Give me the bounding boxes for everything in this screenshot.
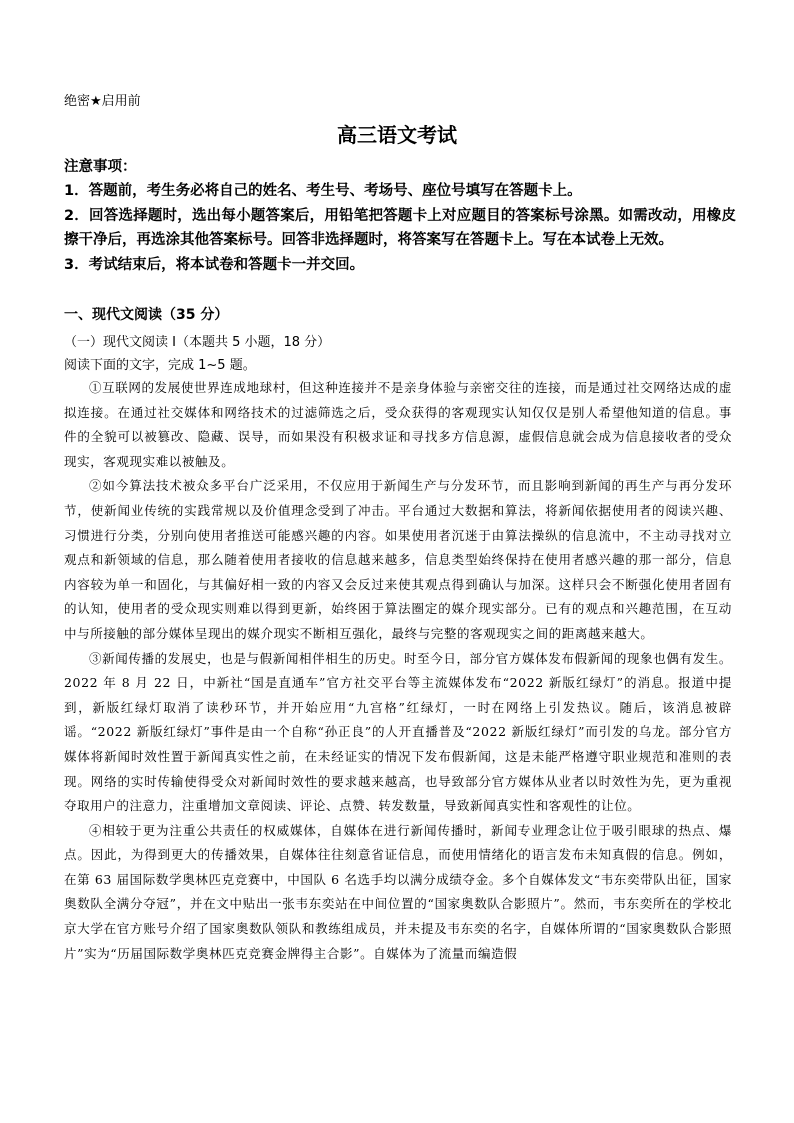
reading-instruction: 阅读下面的文字，完成 1~5 题。 [64,358,256,373]
notice-heading: 注意事项： [64,159,137,175]
passage-paragraph: ①互联网的发展使世界连成地球村，但这种连接并不是亲身体验与亲密交往的连接，而是通过社交网络达成的虚拟连接。在通过社交媒体和网络技术的过滤筛选之后，受众获得的客观现实认知仅仅是别人希望他知道的信息。事件的全貌可以被篡改、隐藏、误导，而如果没有积极求证和寻找多方信息源，虚假信息就会成为信息接收者的受众现实，客观现实难以被触及。 [64,380,732,469]
subsection-heading: （一）现代文阅读 I（本题共 5 小题，18 分） [64,335,331,350]
notice-item: 2．回答选择题时，选出每小题答案后，用铅笔把答题卡上对应题目的答案标号涂黑。如需改动，用橡皮擦干净后，再选涂其他答案标号。回答非选择题时，将答案写在答题卡上。写在本试卷上无效。 [64,207,736,248]
passage-paragraph: ③新闻传播的发展史，也是与假新闻相伴相生的历史。时至今日，部分官方媒体发布假新闻的现象也偶有发生。2022 年 8 月 22 日，中新社“国是直通车”官方社交平台等主流媒体发布“2022 新版红绿灯”的消息。报道中提到，新版红绿灯取消了读秒环节，并开始应用“九宫格”红绿灯，一时在网络上引发热议。随后，该消息被辟谣。“2022 新版红绿灯”事件是由一个自称“孙正良”的人开直播普及“2022 新版红绿灯”而引发的乌龙。部分官方媒体将新闻时效性置于新闻真实性之前，在未经证实的情况下发布假新闻，这是未能严格遵守职业规范和准则的表现。网络的实时传输使得受众对新闻时效性的要求越来越高，也导致部分官方媒体从业者以时效性为先，更为重视夺取用户的注意力，注重增加文章阅读、评论、点赞、转发数量，导致新闻真实性和客观性的让位。 [64,650,732,814]
confidential-label: 绝密★启用前 [64,94,141,109]
reading-passage [64,376,732,966]
notice-item: 3．考试结束后，将本试卷和答题卡一并交回。 [64,256,365,273]
section-heading: 一、现代文阅读（35 分） [64,307,229,323]
notice-block [64,155,736,277]
passage-paragraph: ④相较于更为注重公共责任的权威媒体，自媒体在进行新闻传播时，新闻专业理念让位于吸引眼球的热点、爆点。因此，为得到更大的传播效果，自媒体往往刻意省证信息，而使用情绪化的语言发布未知真假的信息。例如，在第 63 届国际数学奥林匹克竞赛中，中国队 6 名选手均以满分成绩夺金。多个自媒体发文“韦东奕带队出征，国家奥数队全满分夺冠”，并在文中贴出一张韦东奕站在中间位置的“国家奥数队合影照片”。然而，韦东奕所在的学校北京大学在官方账号介绍了国家奥数队领队和教练组成员，并未提及韦东奕的名字，自媒体所谓的“国家奥数队合影照片”实为“历届国际数学奥林匹克竞赛金牌得主合影”。自媒体为了流量而编造假 [64,822,732,961]
passage-paragraph: ②如今算法技术被众多平台广泛采用，不仅应用于新闻生产与分发环节，而且影响到新闻的再生产与再分发环节，使新闻业传统的实践常规以及价值理念受到了冲击。平台通过大数据和算法，将新闻依据使用者的阅读兴趣、习惯进行分类，分别向使用者推送可能感兴趣的内容。如果使用者沉迷于由算法操纵的信息流中，不主动寻找对立观点和新领域的信息，那么随着使用者接收的信息越来越多，信息类型始终保持在使用者感兴趣的那一部分，信息内容较为单一和固化，与其偏好相一致的内容又会反过来使其观点得到确认与加深。这样只会不断强化使用者固有的认知，使用者的受众现实则难以得到更新，始终困于算法圈定的媒介现实部分。已有的观点和兴趣范围，在互动中与所接触的部分媒体呈现出的媒介现实不断相互强化，最终与完整的客观现实之间的距离越来越大。 [64,478,732,641]
page-title: 高三语文考试 [337,123,457,147]
notice-item: 1．答题前，考生务必将自己的姓名、考生号、考场号、座位号填写在答题卡上。 [64,183,582,199]
